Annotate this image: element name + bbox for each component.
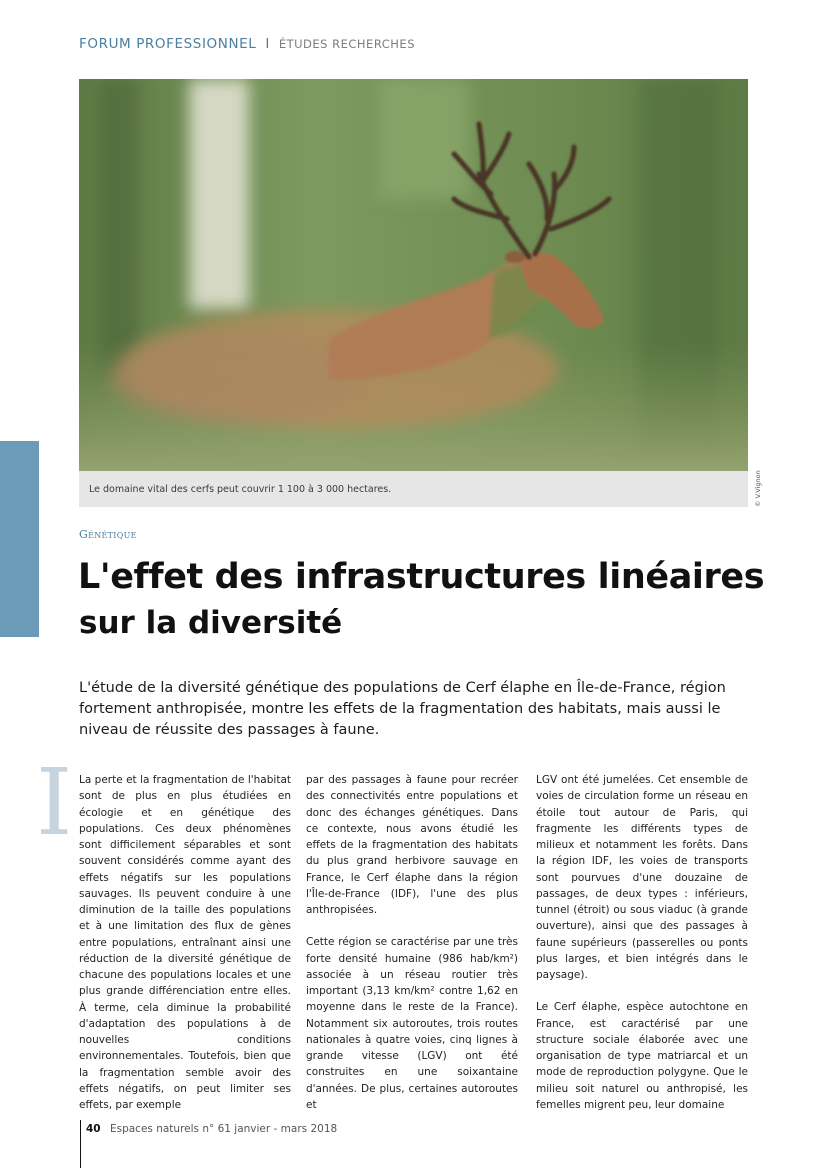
article-title: L'effet des infrastructures linéaires	[78, 557, 765, 597]
body-paragraph: La perte et la fragmentation de l'habitat sont de plus en plus étudiées en écologie et en génétique des populations. Ces deux phénomènes sont difficilement séparables et sont souvent considérés comme ayant des effets négatifs sur les populations sauvages. Ils peuvent conduire à une diminution de la taille des populations et à une limitation des flux de gènes entre populations, entraînant ainsi une réduction de la diversité génétique de chacune des populations locales et une plus grande différenciation entre elles. À terme, cela diminue la probabilité d'adaptation des populations à de nouvelles conditions environnementales. Toutefois, bien que la fragmentation semble avoir des effets négatifs, on peut limiter ses effets, par exemple	[79, 774, 291, 1111]
text-column-3	[536, 772, 748, 1113]
drop-cap: I	[36, 749, 73, 856]
deer-photo	[79, 79, 748, 471]
side-color-tab	[0, 441, 39, 637]
text-column-2	[306, 772, 518, 1113]
body-paragraph: LGV ont été jumelées. Cet ensemble de voies de circulation forme un réseau en étoile tout autour de Paris, qui fragmente les différents types de milieux et notamment les forêts. Dans la région IDF, les voies de transports sont pourvues d'une douzaine de passages, de deux types : inférieurs, tunnel (étroit) ou sous viaduc (à grande ouverture), ainsi que des passages à faune supérieurs (passerelles ou ponts plus larges, et bien intégrés dans le paysage).	[536, 774, 748, 981]
text-column-1	[79, 772, 291, 1113]
body-paragraph: Le Cerf élaphe, espèce autochtone en France, est caractérisé par une structure sociale élaborée avec une organisation de type matriarcal et un mode de reproduction polygyne. Que le milieu soit naturel ou anthropisé, les femelles migrent peu, leur domaine	[536, 1001, 748, 1111]
section-label: FORUM PROFESSIONNEL	[79, 36, 257, 52]
photo-caption-bar	[79, 471, 748, 507]
body-paragraph: par des passages à faune pour recréer des connectivités entre populations et donc des échanges génétiques. Dans ce contexte, nous avons étudié les effets de la fragmentation des habitats du plus grand herbivore sauvage en France, le Cerf élaphe dans la région l'Île-de-France (IDF), l'une des plus anthropisées.	[306, 774, 518, 916]
header-separator: I	[265, 36, 270, 52]
page-number: 40	[86, 1123, 101, 1135]
publication-info: Espaces naturels n° 61 janvier - mars 2018	[109, 1123, 338, 1135]
photo-credit: © V.Vignon	[754, 470, 762, 507]
article-rubric: Génétique	[79, 528, 137, 541]
subsection-label: ÉTUDES RECHERCHES	[278, 37, 415, 51]
page-footer	[86, 1123, 337, 1135]
photo-caption: Le domaine vital des cerfs peut couvrir 1 100 à 3 000 hectares.	[89, 484, 392, 495]
footer-rule	[80, 1120, 81, 1168]
article-lead: L'étude de la diversité génétique des populations de Cerf élaphe en Île-de-France, région fortement anthropisée, montre les effets de la fragmentation des habitats, mais aussi le niveau de réussite des passages à faune.	[79, 680, 726, 738]
article-subtitle: sur la diversité	[79, 605, 343, 641]
body-paragraph: Cette région se caractérise par une très forte densité humaine (986 hab/km²) associée à un réseau routier très important (3,13 km/km² contre 1,62 en moyenne dans le reste de la France). Notamment six autoroutes, trois routes nationales à quatre voies, cinq lignes à grande vitesse (LGV) ont été construites en une soixantaine d'années. De plus, certaines autoroutes et	[306, 936, 518, 1111]
running-header	[79, 36, 415, 52]
